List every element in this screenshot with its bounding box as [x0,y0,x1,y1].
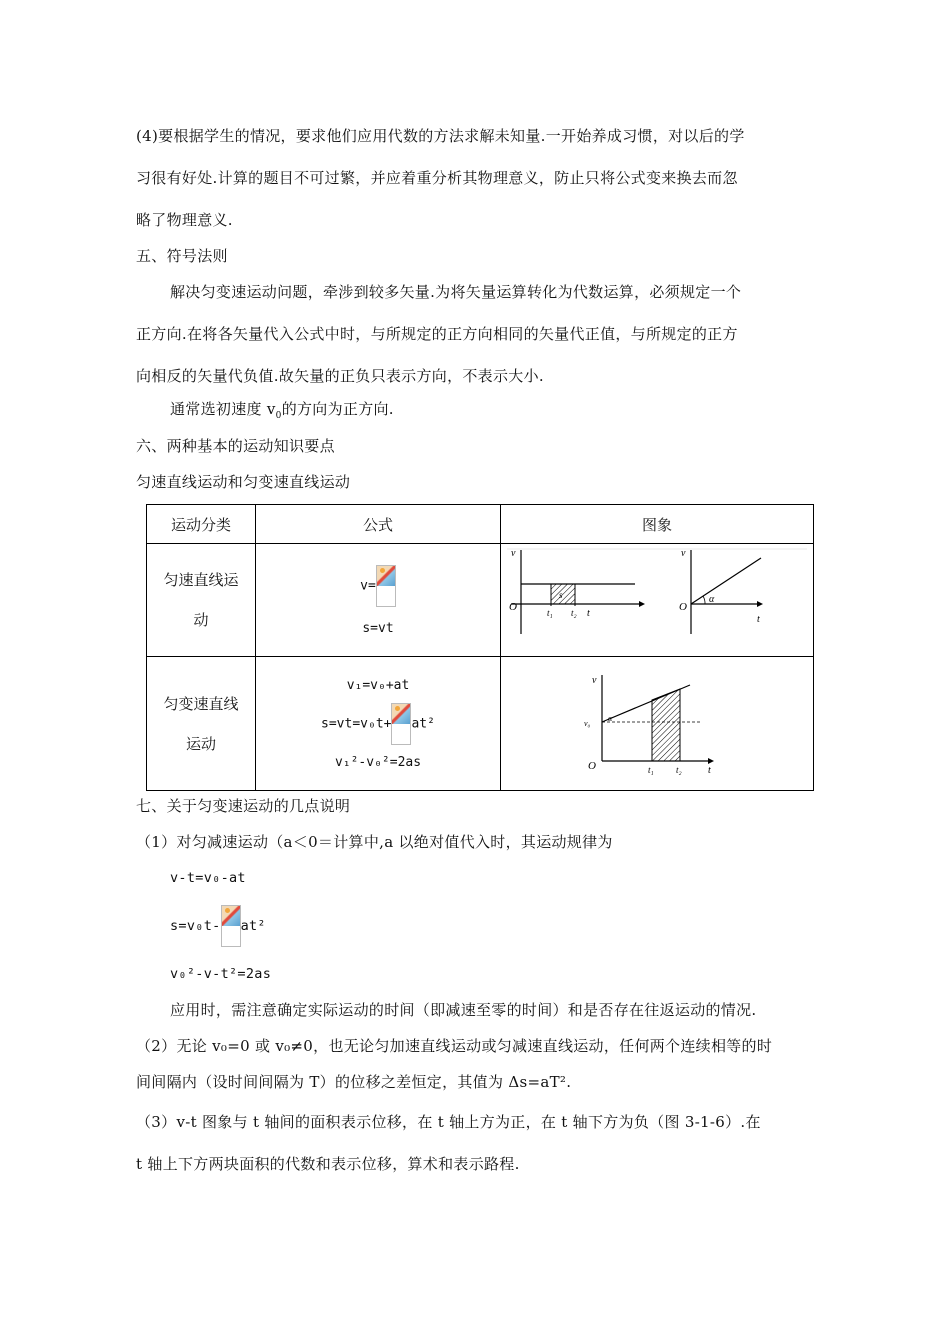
g2-angle-arc [703,596,705,604]
header-type: 运动分类 [147,505,256,544]
uniform-formula-cell [256,544,501,657]
sec6-subtitle: 匀速直线运动和匀变速直线运动 [136,473,351,491]
uniform-formula-s: s=vt [362,620,394,636]
motion-table [146,504,814,791]
header-formula: 公式 [256,505,501,544]
sec7-p2-line1: （2）无论 v₀=0 或 v₀≠0，也无论匀加速直线运动或匀减速直线运动，任何两个连续相等的时 [136,1037,773,1055]
sec7-title: 七、关于匀变速运动的几点说明 [136,797,351,815]
uniform-formula-v-label: v= [360,578,376,593]
uniform-graph-cell [501,544,814,657]
sec5-line1: 解决匀变速运动问题，牵涉到较多矢量.为将矢量运算转化为代数运算，必须规定一个 [170,283,742,301]
g2-t-label: t [757,614,760,625]
broken-image-icon [376,565,396,607]
para4-line2: 习很有好处.计算的题目不可过繁，并应着重分析其物理意义，防止只将公式变来换去而忽 [136,169,738,187]
table-row-uniform [147,544,814,657]
uniform-graphs [507,548,807,648]
accel-formula-3: v₁²-v₀²=2as [334,754,422,770]
g1-s-label: s [559,590,563,600]
sec7-f3: v₀²-v-t²=2as [170,966,272,982]
sec7-p1-note: 应用时，需注意确定实际运动的时间（即减速至零的时间）和是否存在往返运动的情况. [170,1001,757,1019]
broken-image-icon [221,905,241,947]
g3-t2-label: t₂ [676,764,682,775]
sec5-line4-sub: 0 [275,411,282,421]
accel-type-line2: 运动 [185,734,216,753]
accel-formula-2-pre: s=vt=v₀t+ [321,716,392,731]
sec7-p2-line2: 间间隔内（设时间间隔为 T）的位移之差恒定，其值为 Δs=aT². [136,1073,572,1091]
sec7-f2-pre: s=v₀t- [170,918,221,934]
g2-alpha-label: α [709,594,715,605]
g1-v-label: v [511,548,516,559]
sec7-f2-post: at² [240,918,266,934]
accel-graph-cell [501,657,814,791]
g1-t1-label: t₁ [547,608,553,618]
accel-formula-cell [256,657,501,791]
sec5-line4 [170,399,394,426]
g2-origin-label: O [679,601,687,613]
accel-type-cell [147,657,256,791]
header-graph: 图象 [501,505,814,544]
sec5-line2: 正方向.在将各矢量代入公式中时，与所规定的正方向相同的矢量代正值，与所规定的正方 [136,325,738,343]
uniform-formula-v [256,565,500,607]
uniform-type-cell [147,544,256,657]
accel-formula-1: v₁=v₀+at [346,677,410,693]
uniform-type-line2: 动 [193,611,209,629]
g1-origin-label: O [509,601,517,613]
accel-formula-2 [256,703,500,745]
g3-v-label: v [592,674,597,686]
g3-t-label: t [708,764,711,776]
g3-v0-label: v₀ [584,718,591,728]
g1-t2-label: t₂ [571,608,577,618]
broken-image-icon [391,703,411,745]
g2-t-arrow [757,601,763,607]
sec5-title: 五、符号法则 [136,247,228,265]
g3-t1-label: t₁ [648,764,654,775]
uniform-type-line1: 匀速直线运 [163,571,239,589]
g1-area [551,584,575,604]
table-header-row [147,505,814,544]
accel-type-line1: 匀变速直线 [163,694,239,713]
g3-origin-label: O [588,759,596,772]
sec7-f1: v-t=v₀-at [170,870,246,886]
g1-t-label: t [587,608,590,619]
g2-velocity-line [691,558,761,604]
sec7-p1: （1）对匀减速运动（a＜0＝计算中,a 以绝对值代入时，其运动规律为 [136,833,613,851]
sec5-line4-post: 的方向为正方向. [281,400,394,418]
accel-formula-2-post: at² [411,716,435,731]
sec7-p3-line2: t 轴上下方两块面积的代数和表示位移，算术和表示路程. [136,1155,520,1173]
image-top-edge [507,548,807,550]
sec5-line4-pre: 通常选初速度 v [170,400,276,418]
g3-t-arrow [708,758,714,764]
table-row-accelerated [147,657,814,791]
para4-line3: 略了物理意义. [136,211,233,229]
sec7-p3-line1: （3）v-t 图象与 t 轴间的面积表示位移，在 t 轴上方为正，在 t 轴下方为负（图 3-1-6）.在 [136,1113,761,1131]
g3-alpha-label: α [608,713,613,723]
sec6-title: 六、两种基本的运动知识要点 [136,437,335,455]
sec7-f2 [170,904,266,948]
accel-graph [582,667,732,777]
sec5-line3: 向相反的矢量代负值.故矢量的正负只表示方向，不表示大小. [136,367,544,385]
para4-line1: (4)要根据学生的情况，要求他们应用代数的方法求解未知量.一开始养成习惯，对以后的学 [136,127,745,145]
g1-t-arrow [639,601,645,607]
g2-v-label: v [681,548,686,559]
